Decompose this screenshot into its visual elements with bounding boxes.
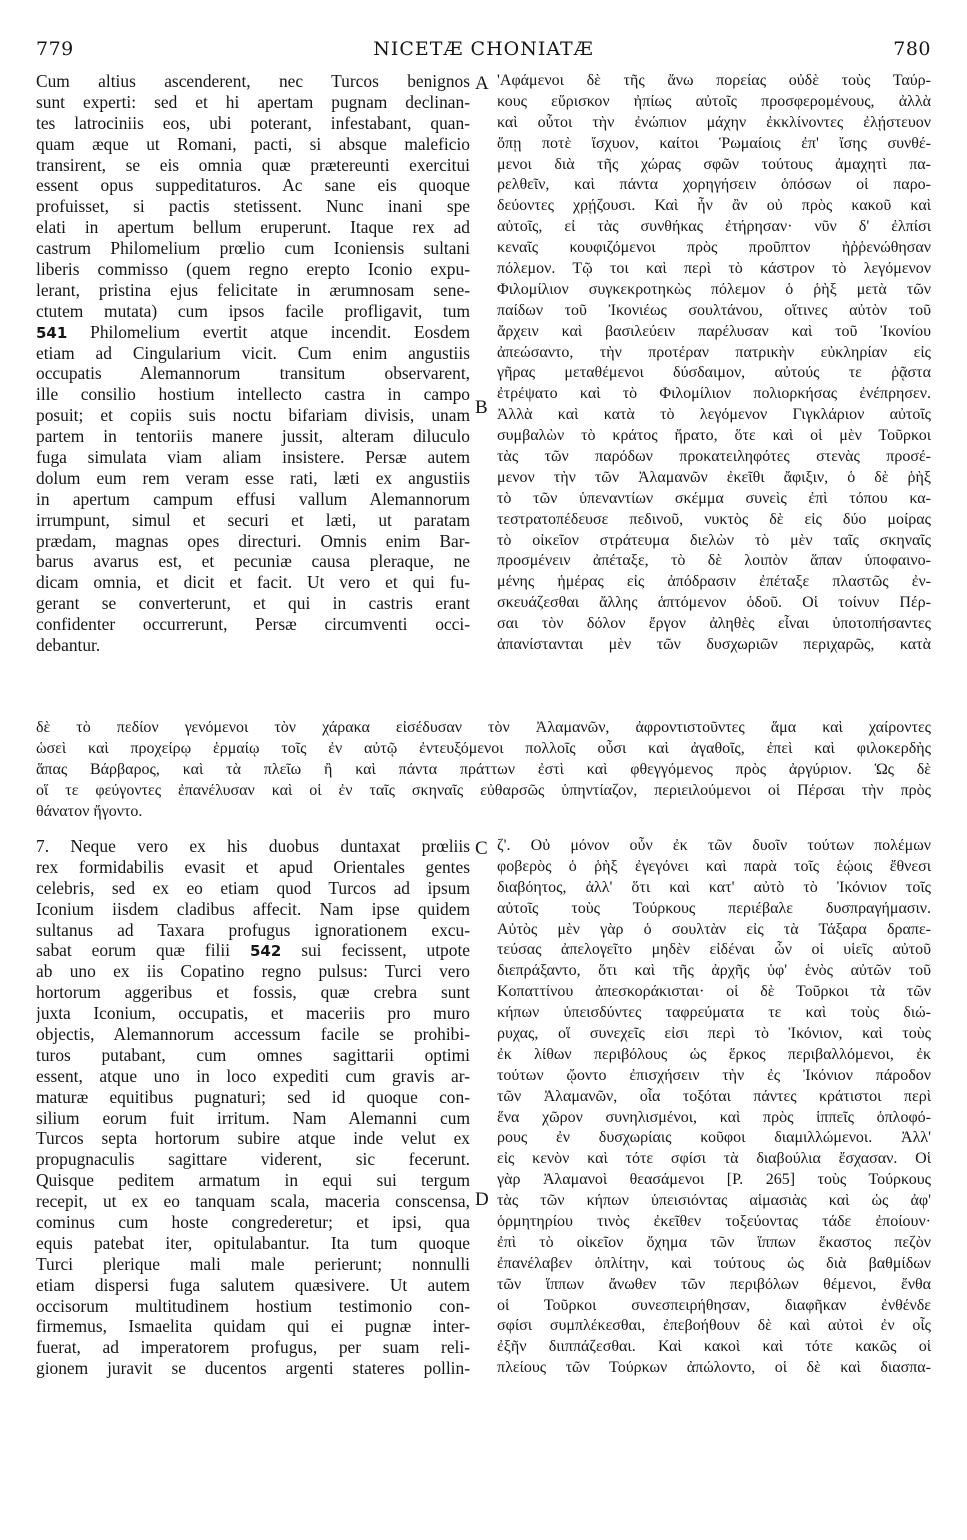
text-line: πόλεμον. Τῷ τοι καὶ περὶ τὸ κάστρον τὸ λεγόμενον	[497, 260, 931, 278]
text-line: sultanus ad Taxara profugus ignorationem excu-	[36, 919, 470, 940]
text-line: ρελθεῖν, καὶ πάντα χορηγήσειν ὁπόσων οἱ παρο-	[497, 176, 931, 194]
text-line: hortorum aggeribus et fossis, quæ crebra sunt	[36, 982, 470, 1003]
section-number: 541	[36, 323, 68, 342]
text-line: Κοπαττίνου ἀπεσκοράκισται· οἱ δὲ Τοῦρκοι τὰ τῶν	[497, 983, 931, 1001]
text-line: σφίσι συμπλέκεσθαι, ἐπεβοήθουν δὲ καὶ αὐτοὶ ἐν οἷς	[497, 1317, 931, 1335]
text-line: ἅπας Βάρβαρος, καὶ τὰ πλεῖω ἢ καὶ πάντα πράττων ἐστὶ καὶ φθεγγόμενος πρὸς ἀργύριον. Ὡς δὲ	[36, 760, 931, 778]
text-line: κους εὕρισκον ἠπίως αὐτοῖς προσφερομένους, ἀλλὰ	[497, 92, 931, 110]
text-line: σαι τὸν δόλον ἔργον ἀληθὲς εἶναι ὑποτοπήσαντες	[497, 615, 931, 633]
text-line: ab uno ex iis Copatino regno pulsus: Turci vero	[36, 961, 470, 982]
text-line: cominus cum hoste congrederetur; et ipsi, qua	[36, 1212, 470, 1233]
text-line: τεύσας ἀπελογεῖτο μηδὲν εἰδέναι ὧν οἱ υἱεῖς αὐτοῦ	[497, 941, 931, 959]
text-line: 'Αφάμενοι δὲ τῆς ἄνω πορείας οὐδὲ τοὺς Ταύρ-	[497, 72, 931, 89]
text-line: quam æque ut Romani, pacti, si absque maleficio	[36, 133, 470, 154]
margin-letter-d: D	[475, 1189, 489, 1210]
text-line: elati in apertum bellum eruperunt. Itaque rex ad	[36, 217, 470, 238]
text-line: rex formidabilis evasit et apud Orientales gentes	[36, 856, 470, 877]
text-line: τὸ οἰκεῖον στράτευμα διελὼν τὸ μὲν ταῖς σκηναῖς	[497, 531, 931, 549]
text-line: οἵ τε φεύγοντες ἐπανέλυσαν καὶ οἱ ἐν ταῖς σκηναῖς εὐθαρσῶς ὑπηντίαζον, περιειλούμενοι οἱ Πέρσαι τὴν πρὸς	[36, 781, 931, 799]
text-line: maturæ equitibus pugnaturi; sed id quoque con-	[36, 1086, 470, 1107]
text-line: Αὐτὸς μὲν γὰρ ὁ σουλτὰν εἰς τὰ Τάξαρα δραπε-	[497, 920, 931, 938]
text-line: τὸ τῶν ὑπεναντίων σκέμμα συνεὶς ἐπὶ τόπου κα-	[497, 489, 931, 507]
text-line: μενον τὴν τῶν Ἀλαμανῶν ἐκεῖθι ἄφιξιν, ὁ δὲ ῥὴξ	[497, 468, 931, 486]
running-title: NICETÆ CHONIATÆ	[373, 38, 594, 60]
text-line: τῶν ἵππων ἄνωθεν τῶν περιβόλων θέμενοι, ἔνθα	[497, 1275, 931, 1293]
greek-column-1	[497, 71, 931, 656]
text-line: gionem juravit se ducentos argenti stateres pollin-	[36, 1358, 470, 1379]
text-line: fuga simulata viam aliam insistere. Persæ autem	[36, 447, 470, 468]
text-line: irrumpunt, simul et securi et læti, ut paratam	[36, 509, 470, 530]
greek-full-width-paragraph	[36, 718, 931, 822]
text-line: castrum Philomelium prœlio cum Iconiensis sultani	[36, 238, 470, 259]
text-line: essent, atque uno in loco expediti cum gravis ar-	[36, 1065, 470, 1086]
text-line: turos putabant, cum omnes sagittarii optimi	[36, 1044, 470, 1065]
text-line: ρους ἐν δυσχωρίαις κοῦφοι διαμιλλώμενοι. Ἀλλ'	[497, 1129, 931, 1147]
text-line: ὁρμητηρίου τινὸς ἐκεῖθεν τοξεύοντας τάδε ἐποίουν·	[497, 1213, 931, 1231]
text-line: εἰς κενὸν καὶ τότε σφίσι τὰ διαβούλια ἔσχασαν. Οἱ	[497, 1150, 931, 1168]
text-line: Turci plerique mali male perierunt; nonnulli	[36, 1253, 470, 1274]
text-line: μενοι διὰ τῆς χώρας σφῶν τούτους ἀμαχητὶ πα-	[497, 155, 931, 173]
text-line: αὐτοῖς, εἰ τὰς συνθήκας ἐτήρησαν· νῦν δ' ἐλπίσι	[497, 218, 931, 236]
text-line: transirent, se eis omnia quæ prætereunti exercitui	[36, 154, 470, 175]
text-line: etiam ad Cingularium vicit. Cum enim angustiis	[36, 342, 470, 363]
text-line: Quisque peditem armatum in equi sui tergum	[36, 1170, 470, 1191]
text-line: firmemus, Ismaelita quidam qui ei pugnæ inter-	[36, 1316, 470, 1337]
text-line: dicam omnia, et dicit et facit. Ut vero et qui fu-	[36, 572, 470, 593]
margin-letter-b: B	[475, 397, 488, 418]
text-line: καὶ οὗτοι τὴν ἐνώπιον μάχην ἐκκλίνοντες ἐλῄστευον	[497, 113, 931, 131]
latin-column-1	[36, 71, 470, 656]
text-line: posuit; et copiis suis noctu bifariam divisis, unam	[36, 405, 470, 426]
text-line: sabat eorum quæ filii 542 sui fecissent, utpote	[36, 940, 470, 961]
text-line: Cum altius ascenderent, nec Turcos benignos	[36, 71, 470, 91]
text-line: objectis, Alemannorum accessum facile se prohibi-	[36, 1024, 470, 1045]
margin-letter-c: C	[475, 838, 488, 859]
text-line: τεστρατοπέδευσε πεδινοῦ, νυκτὸς δὲ εἰς δύο μοίρας	[497, 510, 931, 528]
text-line: equis patebat iter, opitulabantur. Ita tum quoque	[36, 1232, 470, 1253]
latin-column-2	[36, 836, 470, 1379]
text-line: lerant, pristina ejus felicitate in ærumnosam sene-	[36, 279, 470, 300]
text-line: ἀπανίστανται μὲν τῶν δυσχωριῶν περιχαρῶς, κατὰ	[497, 636, 931, 654]
text-line: propugnaculis sagittare viderent, sic fecerunt.	[36, 1149, 470, 1170]
text-line: ἕνα χῶρον συνηλισμένοι, καὶ πρὸς ἱππεῖς ὁπλοφό-	[497, 1108, 931, 1126]
text-line: in apertum campum effusi vallum Alemannorum	[36, 488, 470, 509]
text-line: Turcos septa hortorum subire atque inde velut ex	[36, 1128, 470, 1149]
text-line: ἀπεώσαντο, τὴν προτέραν πατρικὴν εὐκληρίαν εἰς	[497, 343, 931, 361]
text-line: τὰς τῶν παρόδων προκατειληφότες στενὰς προσέ-	[497, 448, 931, 466]
text-line: γὰρ Ἀλαμανοὶ θεασάμενοι [P. 265] τοὺς Τούρκους	[497, 1171, 931, 1189]
text-line: recepit, ut ex eo tanquam scala, maceria conscensa,	[36, 1191, 470, 1212]
text-line: ἐκ λίθων περιβόλους ὡς ἕρκος περιβαλλόμενοι, ἐκ	[497, 1045, 931, 1063]
text-line: ρυχας, οἵ συνεχεῖς εἰσι περὶ τὸ Ἰκόνιον, καὶ τοὺς	[497, 1025, 931, 1043]
text-line: occisorum multitudinem hostium testimonio con-	[36, 1295, 470, 1316]
text-line: συμβαλὼν τὸ κράτος ἤρατο, ὅτε καὶ οἱ μὲν Τοῦρκοι	[497, 427, 931, 445]
text-line: profuisset, si pactis stetissent. Nunc inani spe	[36, 196, 470, 217]
text-line: τῶν Ἀλαμανῶν, οἷα τοξόται πάντες κράτιστοι περὶ	[497, 1087, 931, 1105]
text-line: debantur.	[36, 635, 101, 656]
text-line: tes latrociniis eos, ubi poterant, infestabant, quan-	[36, 112, 470, 133]
text-line: barus avarus est, et pecuniæ causa pleraque, ne	[36, 551, 470, 572]
text-line: confidenter occurrerunt, Persæ circumventi occi-	[36, 614, 470, 635]
text-line: γῆρας μεταθέμενοι δύσδαιμον, αὐτούς τε ῥᾷστα	[497, 364, 931, 382]
text-line: prædam, magnas opes directuri. Omnis enim Bar-	[36, 530, 470, 551]
page-number-right: 780	[893, 38, 931, 60]
text-line: liberis commisso (quem regno erepto Iconio expu-	[36, 259, 470, 280]
text-line: ille consilio hostium intellecto castra in campo	[36, 384, 470, 405]
text-line: essent opus suppeditaturos. Ac sane eis quoque	[36, 175, 470, 196]
text-line: ἐξῆν διιππάζεσθαι. Καὶ κακοὶ καὶ τότε κακῶς οἱ	[497, 1338, 931, 1356]
text-line: ἄρχειν καὶ βασιλεύειν παρέλυσαν καὶ τοῦ Ἰκονίου	[497, 322, 931, 340]
page-header	[0, 0, 967, 70]
text-line: διαβόητος, ἀλλ' ὅτι καὶ κατ' αὐτὸ τὸ Ἰκόνιον τοῖς	[497, 878, 931, 896]
text-line: ἐτρέψατο καὶ τὸ Φιλομίλιον πολιορκήσας ἐνέπρησεν.	[497, 385, 931, 403]
text-line: διεπράξαντο, ὅτι καὶ τῆς ἀρχῆς ὑφ' ἑνὸς αὐτῶν τοῦ	[497, 962, 931, 980]
text-line: μένης ἡμέρας εἰς ἀπόδρασιν ἐπέταξε πλαστῶς ἐν-	[497, 573, 931, 591]
text-line: 541 Philomelium evertit atque incendit. Eosdem	[36, 321, 470, 342]
greek-column-2	[497, 836, 931, 1379]
text-line: celebris, sed ex eo etiam quod Turcos ad ipsum	[36, 877, 470, 898]
text-line: ζ'. Οὐ μόνον οὖν ἐκ τῶν δυοῖν τούτων πολέμων	[497, 837, 931, 854]
section-number: 542	[249, 942, 282, 961]
text-line: ὅπῃ ποτὲ ἴσχυον, καίτοι Ῥωμαίοις ἐπ' ἴσης συνθέ-	[497, 134, 931, 152]
text-line: ἐπανέλαβεν ὁπλίτην, καὶ τούτους ὡς διὰ βαθμίδων	[497, 1254, 931, 1272]
text-line: προσμένειν ἀπέταξε, τὸ δὲ λοιπὸν ἅπαν ὑποφαινο-	[497, 552, 931, 570]
text-line: Ἀλλὰ καὶ κατὰ τὸ λεγόμενον Γιγκλάριον αὐτοῖς	[497, 406, 931, 424]
text-line: dolum eum rem veram esse rati, læti ex angustiis	[36, 467, 470, 488]
text-line: οἱ Τοῦρκοι συνεσπειρήθησαν, διαφῆκαν ἐνθένδε	[497, 1296, 931, 1314]
text-line: ctutem mutata) cum ipsos facile profligavit, tum	[36, 300, 470, 321]
text-line: partem in tentoriis manere jussit, alteram diluculo	[36, 426, 470, 447]
text-line: sunt experti: sed et hi apertam pugnam declinan-	[36, 91, 470, 112]
text-line: ὡσεὶ καὶ προχείρῳ ἑρμαίῳ τοῖς ἐν αὐτῷ ἐντευξόμενοι πολλοῖς οὖσι καὶ ἀγαθοῖς, ἐπεὶ καὶ φιλοκερδὴς	[36, 739, 931, 757]
text-line: juxta Iconium, occupatis, et maceriis pro muro	[36, 1003, 470, 1024]
text-line: fuerat, ad imperatorem profugus, per suam reli-	[36, 1337, 470, 1358]
text-line: δὲ τὸ πεδίον γενόμενοι τὸν χάρακα εἰσέδυσαν τὸν Ἀλαμανῶν, ἀφροντιστοῦντες ἅμα καὶ χαίροντες	[36, 719, 931, 736]
page-number-left: 779	[36, 38, 74, 60]
text-line: gerant se converterunt, et qui in castris erant	[36, 593, 470, 614]
text-line: παίδων τοῦ Ἰκονιέως σουλτάνου, οἵτινες αὐτὸν τοῦ	[497, 301, 931, 319]
text-line: ἐπὶ τὸ οἰκεῖον ὄχημα τῶν ἵππων ἕκαστος πεζὸν	[497, 1233, 931, 1251]
margin-letter-a: A	[475, 73, 489, 94]
text-line: κεναῖς κουφιζόμενοι πρὸς προῦπτον ἠῤῥενώθησαν	[497, 239, 931, 257]
text-line: θάνατον ἤγοντο.	[36, 802, 143, 820]
text-line: Iconium iisdem cladibus affecit. Nam ipse quidem	[36, 898, 470, 919]
text-line: φοβερὸς ὁ ῥὴξ ἐγεγόνει καὶ παρὰ τοῖς ἑῴοις ἔθνεσι	[497, 857, 931, 875]
text-line: occupatis Alemannorum transitum observarent,	[36, 363, 470, 384]
text-line: πλείους τῶν Τούρκων ἀπώλοντο, οἱ δὲ καὶ διασπα-	[497, 1359, 931, 1377]
text-line: Φιλομίλιον συγκεκροτηκὼς πόλεμον ὁ ῥὴξ μετὰ τῶν	[497, 280, 931, 298]
text-line: τούτων ᾤοντο ἐπισχήσειν τὴν ἐς Ἰκόνιον πάροδον	[497, 1066, 931, 1084]
text-line: σκευάζεσθαι ἄλλης ἁπτόμενον ὁδοῦ. Οἱ τοίνυν Πέρ-	[497, 594, 931, 612]
text-line: etiam dispersi fuga salutem quæsivere. Ut autem	[36, 1274, 470, 1295]
text-line: silium eorum fuit irritum. Nam Alemanni cum	[36, 1107, 470, 1128]
text-line: κήπων ὑπεισδύντες ταφρεύματα τε καὶ τοὺς διώ-	[497, 1004, 931, 1022]
text-line: δεύοντες χρῄζουσι. Καὶ ἦν ἂν οὐ πρὸς κακοῦ καὶ	[497, 197, 931, 215]
text-line: αὐτοῖς τοὺς Τούρκους περιέβαλε δυσπραγήμασιν.	[497, 899, 931, 917]
text-line: τὰς τῶν κήπων ὑπεισιόντας αἱμασιὰς καὶ ὡς ἀφ'	[497, 1192, 931, 1210]
text-line: 7. Neque vero ex his duobus duntaxat prœliis	[36, 836, 470, 856]
